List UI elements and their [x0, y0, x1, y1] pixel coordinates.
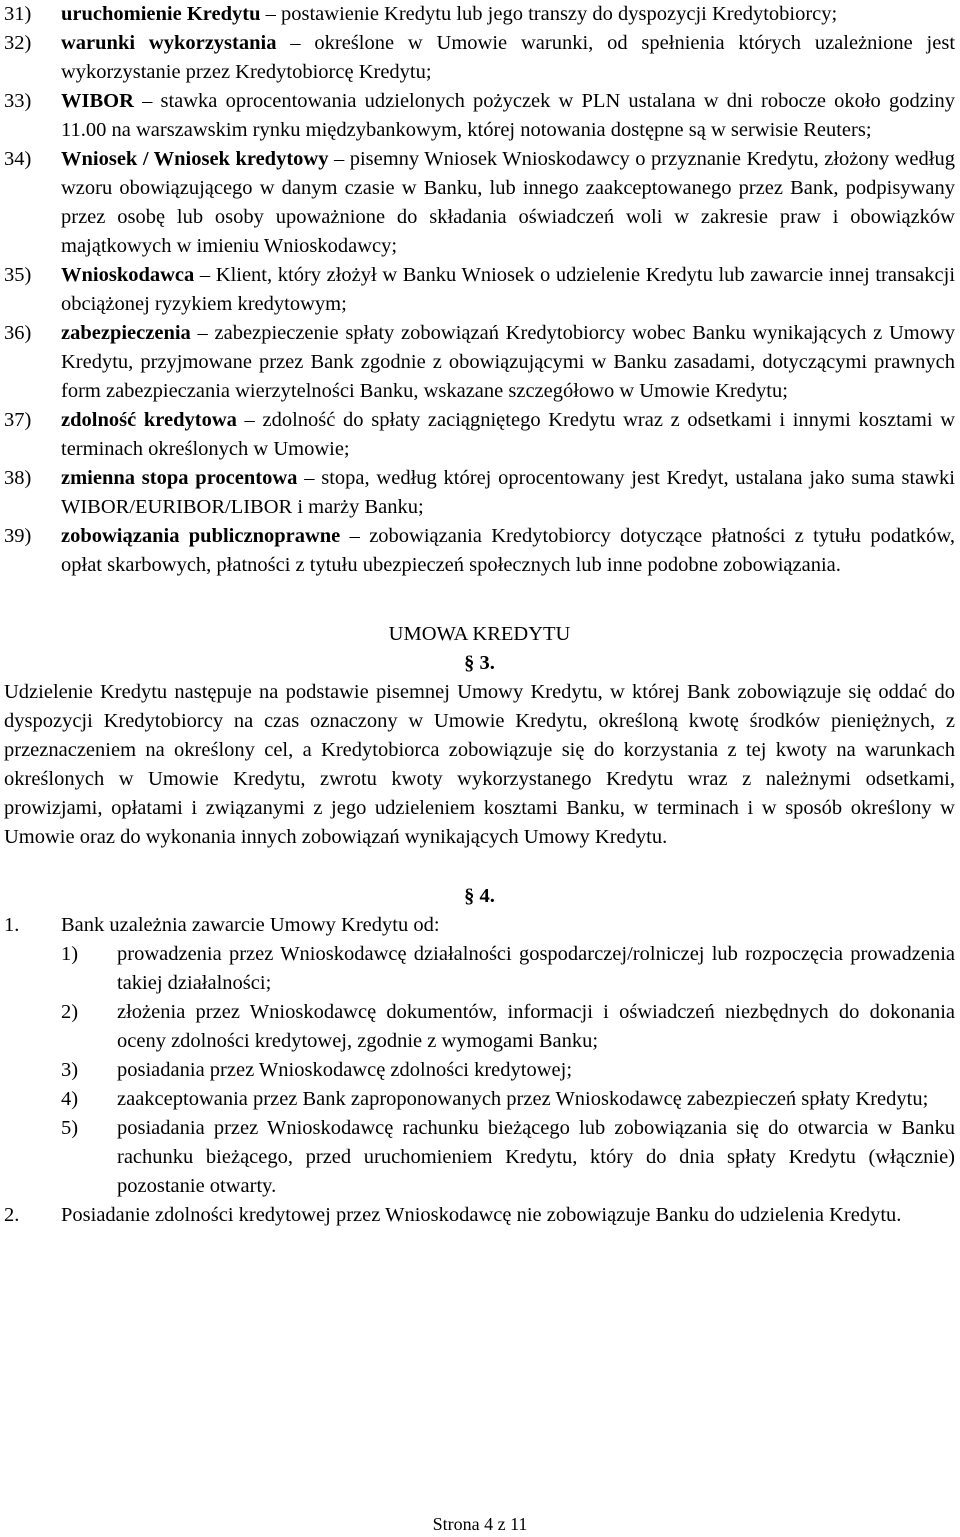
definitions-list: [4, 0, 955, 580]
definition-number: 32): [4, 32, 32, 54]
condition-number: 5): [61, 1117, 79, 1139]
condition-text: posiadania przez Wnioskodawcę zdolności kredytowej;: [117, 1059, 573, 1081]
condition-item: [61, 1085, 955, 1114]
condition-item: [61, 998, 955, 1056]
paragraph-4-item-1: [4, 911, 955, 1201]
definition-number: 35): [4, 264, 32, 286]
definition-term: zmienna stopa procentowa: [61, 467, 298, 489]
definition-item: [4, 0, 955, 29]
document-page: [4, 0, 955, 1230]
definition-term: zobowiązania publicznoprawne: [61, 525, 341, 547]
definition-number: 34): [4, 148, 32, 170]
definition-term: Wniosek / Wniosek kredytowy: [61, 148, 329, 170]
definition-separator: –: [194, 264, 216, 286]
condition-item: [61, 1114, 955, 1201]
paragraph-4-item-2: [4, 1201, 955, 1230]
definition-term: WIBOR: [61, 90, 134, 112]
definition-text: zobowiązania Kredytobiorcy dotyczące płatności z tytułu podatków, opłat skarbowych, płatności z tytułu ubezpieczeń społecznych lub inne podobne zobowiązania.: [61, 525, 955, 576]
definition-text: określone w Umowie warunki, od spełnienia których uzależnione jest wykorzystanie przez Kredytobiorcę Kredytu;: [61, 32, 956, 83]
definition-separator: –: [260, 3, 281, 25]
definition-number: 38): [4, 467, 32, 489]
condition-text: posiadania przez Wnioskodawcę rachunku bieżącego lub zobowiązania się do otwarcia w Banku rachunku bieżącego, przed uruchomieniem Kredytu, który do dnia spłaty Kredytu (włącznie) pozostanie otwarty.: [117, 1117, 955, 1197]
definition-number: 33): [4, 90, 32, 112]
definition-term: zdolność kredytowa: [61, 409, 237, 431]
section-heading: UMOWA KREDYTU: [388, 623, 571, 645]
definition-term: zabezpieczenia: [61, 322, 191, 344]
definition-number: 36): [4, 322, 32, 344]
definition-separator: –: [340, 525, 370, 547]
paragraph-4-number: § 4.: [464, 885, 495, 907]
item-text: Posiadanie zdolności kredytowej przez Wnioskodawcę nie zobowiązuje Banku do udzielenia Kredytu.: [61, 1204, 902, 1226]
definition-item: [4, 145, 955, 261]
condition-text: zaakceptowania przez Bank zaproponowanych przez Wnioskodawcę zabezpieczeń spłaty Kredytu;: [117, 1088, 929, 1110]
definition-item: [4, 406, 955, 464]
condition-text: prowadzenia przez Wnioskodawcę działalności gospodarczej/rolniczej lub rozpoczęcia prowadzenia takiej działalności;: [117, 943, 955, 994]
definition-text: stawka oprocentowania udzielonych pożyczek w PLN ustalana w dni robocze około godziny 11.00 na warszawskim rynku międzybankowym, której notowania dostępne są w serwisie Reuters;: [61, 90, 955, 141]
condition-text: złożenia przez Wnioskodawcę dokumentów, informacji i oświadczeń niezbędnych do dokonania oceny zdolności kredytowej, zgodnie z wymogami Banku;: [117, 1001, 955, 1052]
definition-term: uruchomienie Kredytu: [61, 3, 261, 25]
definition-separator: –: [276, 32, 315, 54]
definition-term: Wnioskodawca: [61, 264, 195, 286]
condition-item: [61, 1056, 955, 1085]
definition-separator: –: [328, 148, 350, 170]
definition-separator: –: [236, 409, 263, 431]
condition-item: [61, 940, 955, 998]
definition-item: [4, 464, 955, 522]
paragraph-4-list: [4, 911, 955, 1230]
definition-item: [4, 29, 955, 87]
definition-item: [4, 319, 955, 406]
definition-text: Klient, który złożył w Banku Wniosek o udzielenie Kredytu lub zawarcie innej transakcji obciążonej ryzykiem kredytowym;: [61, 264, 956, 315]
definition-item: [4, 261, 955, 319]
definition-text: zdolność do spłaty zaciągniętego Kredytu wraz z odsetkami i innymi kosztami w terminach określonych w Umowie;: [61, 409, 956, 460]
definition-item: [4, 87, 955, 145]
definition-item: [4, 522, 955, 580]
definition-separator: –: [297, 467, 322, 489]
definition-separator: –: [190, 322, 215, 344]
condition-number: 2): [61, 1001, 79, 1023]
definition-number: 31): [4, 3, 32, 25]
item-number: 2.: [4, 1204, 20, 1226]
paragraph-3-text: Udzielenie Kredytu następuje na podstawie pisemnej Umowy Kredytu, w której Bank zobowiązuje się oddać do dyspozycji Kredytobiorcy na czas oznaczony w Umowie Kredytu, określoną kwotę środków pieniężnych, z przeznaczeniem na określony cel, a Kredytobiorca zobowiązuje się do korzystania z tej kwoty na warunkach określonych w Umowie Kredytu, zwrotu kwoty wykorzystanego Kredytu wraz z należnymi odsetkami, prowizjami, opłatami i związanymi z jego udzieleniem kosztami Banku, w terminach i w sposób określony w Umowie oraz do wykonania innych zobowiązań wynikających Umowy Kredytu.: [4, 681, 955, 848]
definition-text: postawienie Kredytu lub jego transzy do dyspozycji Kredytobiorcy;: [281, 3, 838, 25]
definition-text: pisemny Wniosek Wnioskodawcy o przyznanie Kredytu, złożony według wzoru obowiązującego w danym czasie w Banku, lub innego zaakceptowanego przez Bank, podpisywany przez osobę lub osoby upoważnione do składania oświadczeń woli w zakresie praw i obowiązków majątkowych w imieniu Wnioskodawcy;: [61, 148, 955, 257]
condition-number: 1): [61, 943, 79, 965]
definition-term: warunki wykorzystania: [61, 32, 277, 54]
definition-text: stopa, według której oprocentowany jest Kredyt, ustalana jako suma stawki WIBOR/EURIBOR/LIBOR i marży Banku;: [61, 467, 955, 518]
condition-number: 4): [61, 1088, 79, 1110]
item-text: Bank uzależnia zawarcie Umowy Kredytu od:: [61, 914, 440, 936]
condition-number: 3): [61, 1059, 79, 1081]
definition-text: zabezpieczenie spłaty zobowiązań Kredytobiorcy wobec Banku wynikających z Umowy Kredytu, przyjmowane przez Bank zgodnie z obowiązującymi w Banku zasadami, dotyczącymi prawnych form zabezpieczania wierzytelności Banku, wskazane szczegółowo w Umowie Kredytu;: [61, 322, 955, 402]
definition-separator: –: [133, 90, 161, 112]
conditions-list: [61, 940, 955, 1201]
definition-number: 39): [4, 525, 32, 547]
paragraph-3-number: § 3.: [464, 652, 495, 674]
page-footer: Strona 4 z 11: [432, 1514, 528, 1534]
definition-number: 37): [4, 409, 32, 431]
item-number: 1.: [4, 914, 20, 936]
